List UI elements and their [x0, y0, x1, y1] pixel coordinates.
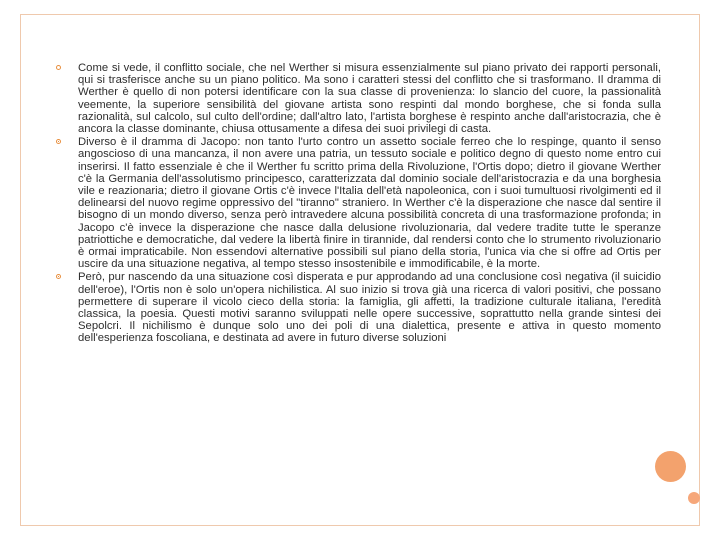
- decorative-small-circle: [688, 492, 700, 504]
- bullet-marker-icon: [56, 65, 61, 70]
- bullet-paragraph-2: [78, 136, 661, 270]
- bullet-text-2: Diverso è il dramma di Jacopo: non tanto l'urto contro un assetto sociale ferreo che lo respinge, quanto il senso angoscioso di una mancanza, il non avere una patria, un tessuto sociale e politico degno di questo nome entro cui inserirsi. Il fatto essenziale è che il Werther fu scritto prima della Rivoluzione, l'Ortis dopo; dietro il giovane Werther c'è la Germania dell'assolutismo principesco, caratterizzata dal dominio sociale dell'aristocrazia e da una borghesia vile e reazionaria; dietro il giovane Ortis c'è invece l'Italia dell'età napoleonica, con i suoi tumultuosi rivolgimenti ed il delinearsi del nuovo regime oppressivo del "tiranno" straniero. In Werther c'è la disperazione che nasce dal sentire il bisogno di un mondo diverso, senza però intravedere alcuna possibilità concreta di una trasformazione profonda; in Jacopo c'è invece la disperazione che nasce dalla delusione rivoluzionaria, dal vedere tradite tutte le speranze patriottiche e democratiche, dal vedere la libertà finire in tirannide, dal rendersi conto che lo strumento rivoluzionario è ormai impraticabile. Non essendovi alternative possibili sul piano della storia, l'unica via che si offre ad Ortis per uscire da una situazione negativa, al tempo stesso insostenibile e immodificabile, è la morte.: [78, 136, 661, 271]
- slide-content: [78, 62, 661, 345]
- bullet-text-1: Come si vede, il conflitto sociale, che nel Werther si misura essenzialmente sul piano privato dei rapporti personali, qui si trasferisce anche su un piano politico. Ma sono i caratteri stessi del conflitto che si trasformano. Il dramma di Werther è quello di non potersi identificare con la sua classe di provenienza: lo slancio del cuore, la passionalità veemente, la superiore sensibilità del giovane artista sono respinti dal mondo borghese, che si fonda sulla razionalità, sul calcolo, sul culto dell'ordine; dall'altro lato, l'artista borghese è respinto anche dall'aristocrazia, che è ancora la classe dominante, chiusa ottusamente a difesa dei suoi privilegi di casta.: [78, 62, 661, 136]
- decorative-large-circle: [655, 451, 686, 482]
- bullet-paragraph-1: [78, 62, 661, 135]
- bullet-paragraph-3: [78, 271, 661, 344]
- bullet-text-3: Però, pur nascendo da una situazione così disperata e pur approdando ad una conclusione così negativa (il suicidio dell'eroe), l'Ortis non è solo un'opera nichilistica. Al suo inizio si trova già una ricerca di valori positivi, che possano permettere di superare il vicolo cieco della storia: la famiglia, gli affetti, la tradizione culturale italiana, l'eredità classica, la poesia. Questi motivi saranno sviluppati nelle opere successive, soprattutto nella grande sintesi dei Sepolcri. Il nichilismo è dunque solo uno dei poli di una dialettica, presente e attiva in questo momento dell'esperienza foscoliana, e destinata ad avere in futuro diverse soluzioni: [78, 271, 661, 345]
